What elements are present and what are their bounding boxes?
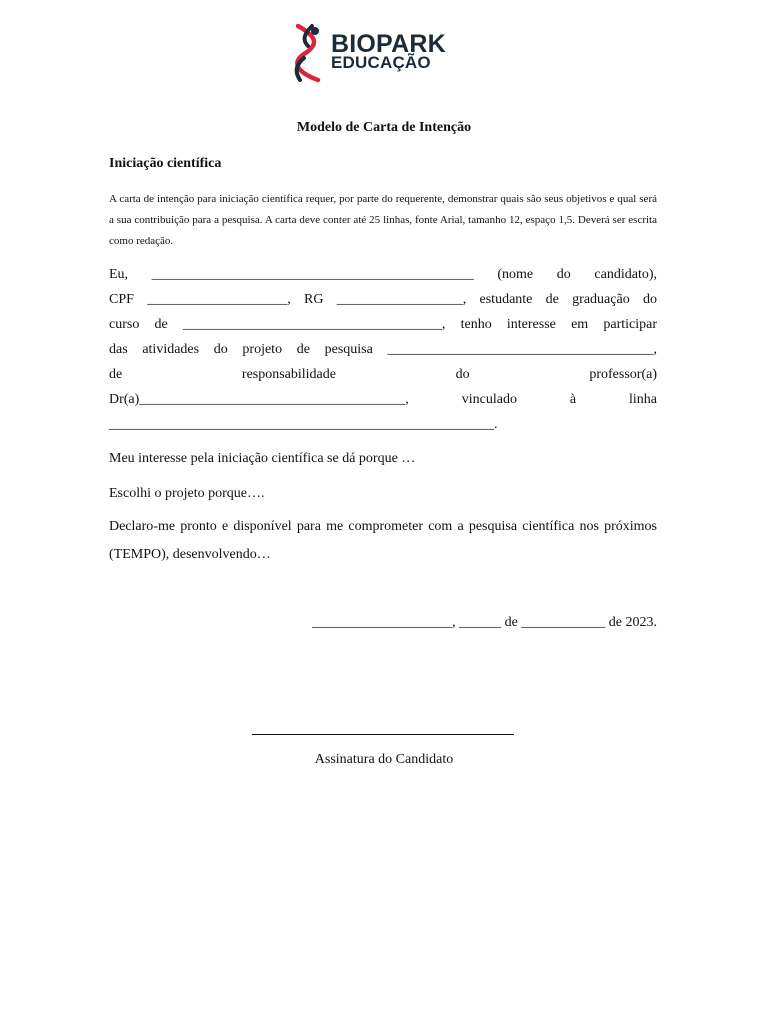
dna-helix-icon <box>290 22 330 84</box>
document-title: Modelo de Carta de Intenção <box>296 120 472 135</box>
biopark-logo <box>290 22 455 84</box>
form-line: Eu, ______________________________________________ (nome do candidato), <box>109 267 657 282</box>
date-line: ____________________, ______ de ____________ de 2023. <box>312 615 657 630</box>
form-line: Dr(a)______________________________________, vinculado à linha <box>109 392 657 407</box>
form-line: _______________________________________________________. <box>109 417 498 432</box>
signature-line <box>252 734 514 735</box>
form-paragraph <box>109 262 657 437</box>
section-title: Iniciação científica <box>109 156 222 171</box>
commitment-paragraph: Declaro-me pronto e disponível para me comprometer com a pesquisa científica nos próximos (TEMPO), desenvolvendo… <box>109 519 657 562</box>
intro-paragraph: A carta de intenção para iniciação científica requer, por parte do requerente, demonstrar quais são seus objetivos e qual será a sua contribuição para a pesquisa. A carta deve conter até 25 linhas, fonte Arial, tamanho 12, espaço 1,5. Deverá ser escrita como redação. <box>109 193 657 247</box>
interest-paragraph: Meu interesse pela iniciação científica se dá porque … <box>109 451 416 466</box>
logo-brand: BIOPARK <box>331 30 446 58</box>
logo-subtitle: EDUCAÇÃO <box>331 53 431 72</box>
form-line: das atividades do projeto de pesquisa ______________________________________, <box>109 342 657 357</box>
form-line: curso de _____________________________________, tenho interesse em participar <box>109 317 657 332</box>
form-line: de responsabilidade do professor(a) <box>109 367 657 382</box>
project-paragraph: Escolhi o projeto porque…. <box>109 486 265 501</box>
signature-label: Assinatura do Candidato <box>314 752 454 767</box>
form-line: CPF ____________________, RG __________________, estudante de graduação do <box>109 292 657 307</box>
